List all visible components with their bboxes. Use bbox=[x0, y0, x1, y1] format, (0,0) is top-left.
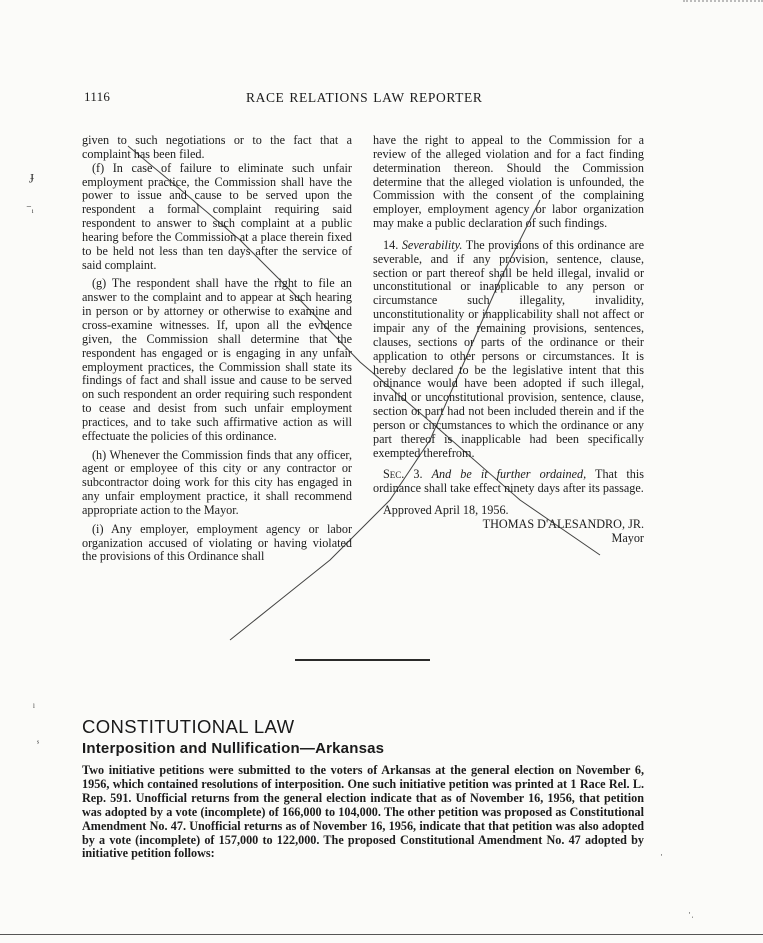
paragraph-i: (i) Any employer, employment agency or labor organization accused of violating or having violated the provisions of this Ordinance shall bbox=[82, 521, 352, 564]
signatory-title: Mayor bbox=[611, 530, 644, 545]
paragraph: given to such negotiations or to the fact that a complaint has been filed. bbox=[82, 133, 352, 161]
margin-mark: · bbox=[660, 850, 663, 860]
page-number: 1116 bbox=[84, 89, 111, 104]
section-summary: Two initiative petitions were submitted to the voters of Arkansas at the general election on November 6, 1956, which contained resolutions of interposition. One such initiative petition was printed at 1 Race Rel. L. Rep. 591. Unofficial returns from the general election indicate that as of November 16, 1956, that petition was adopted by a vote (incomplete) of 166,000 to 104,000. The other petition was proposed as Constitutional Amendment No. 47. Unofficial returns as of November 16, 1956, indicate that that petition was also adopted by a vote (incomplete) of 157,000 to 122,000. The proposed Constitutional Amendment No. 47 adopted by initiative petition follows: bbox=[82, 763, 644, 861]
paragraph-continuation: have the right to appeal to the Commission for a review of the alleged violation and for a fact finding determination thereon. Should the Commission determine that the alleged violation is unfounded, the Commission with the consent of the complaining employer, employment agency or labor organization may make a public declaration of such findings. bbox=[373, 133, 644, 231]
paragraph-f: (f) In case of failure to eliminate such unfair employment practice, the Commission shall have the power to issue and cause to be served upon the respondent a formal complaint requiring said respondent to answer to such complaint at a public hearing before the Commission at a place therein fixed to be held not less than ten days after the service of said complaint. bbox=[82, 160, 352, 272]
section-3 bbox=[373, 468, 644, 496]
section-body: That this ordinance shall take effect ninety days after its passage. bbox=[373, 467, 645, 496]
signatory-name: THOMAS D'ALESANDRO, JR. bbox=[482, 516, 644, 531]
approval-date: Approved April 18, 1956. bbox=[383, 503, 509, 518]
section-label: Sec. 3. bbox=[383, 467, 423, 482]
running-head: RACE RELATIONS LAW REPORTER bbox=[246, 90, 483, 105]
left-column bbox=[82, 134, 352, 564]
margin-mark: ·ˌ bbox=[688, 908, 694, 918]
margin-mark: ɟ bbox=[30, 168, 35, 183]
section-heading: And be it further ordained, bbox=[431, 467, 587, 482]
paragraph-h: (h) Whenever the Commission finds that any officer, agent or employee of this city or any contractor or subcontractor doing work for this city has engaged in any unfair employment practice, it shall recommend appropriate action to the Mayor. bbox=[82, 447, 352, 517]
section-14 bbox=[373, 239, 644, 461]
section-divider bbox=[295, 659, 430, 661]
section-body: The provisions of this ordinance are severable, and if any provision, sentence, clause, section or part thereof shall be held illegal, invalid or unconstitutional or inapplicable to any person or circumstance such illegality, invalidity, unconstitutionality or inapplicability shall not affect or impair any of the remaining provisions, sentences, clauses, sections or parts of the ordinance or their application to other persons or circumstances. It is hereby declared to be the legislative intent that this ordinance would have been adopted if such illegal, invalid or unconstitutional provision, sentence, clause, section or part had not been included therein and if the person or circumstances to which the ordinance or any part thereof is inapplicable had been specifically exempted therefrom. bbox=[373, 237, 645, 460]
page-bottom-edge bbox=[0, 934, 763, 935]
margin-mark: ˢ bbox=[37, 738, 40, 749]
section-title: CONSTITUTIONAL LAW bbox=[82, 716, 295, 737]
section-heading: Severability. bbox=[401, 237, 463, 252]
paragraph-g: (g) The respondent shall have the right to file an answer to the complaint and to appear at such hearing in person or by attorney or otherwise to examine and cross-examine witnesses. If, upon all the evidence given, the Commission shall determine that the respondent has engaged or is engaging in any unfair employment practices, the Commission shall state its findings of fact and shall issue and cause to be served on such respondent an order requiring such respondent to cease and desist from such unfair employment practices, and to take such affirmative action as will effectuate the policies of this ordinance. bbox=[82, 276, 352, 443]
section-number: 14. bbox=[383, 237, 399, 252]
right-column bbox=[373, 134, 644, 546]
section-subtitle: Interposition and Nullification—Arkansas bbox=[82, 740, 385, 757]
margin-mark: ⁻ᵢ bbox=[26, 203, 34, 215]
margin-mark: ˡ bbox=[33, 702, 35, 714]
scan-edge-dots bbox=[683, 0, 763, 6]
